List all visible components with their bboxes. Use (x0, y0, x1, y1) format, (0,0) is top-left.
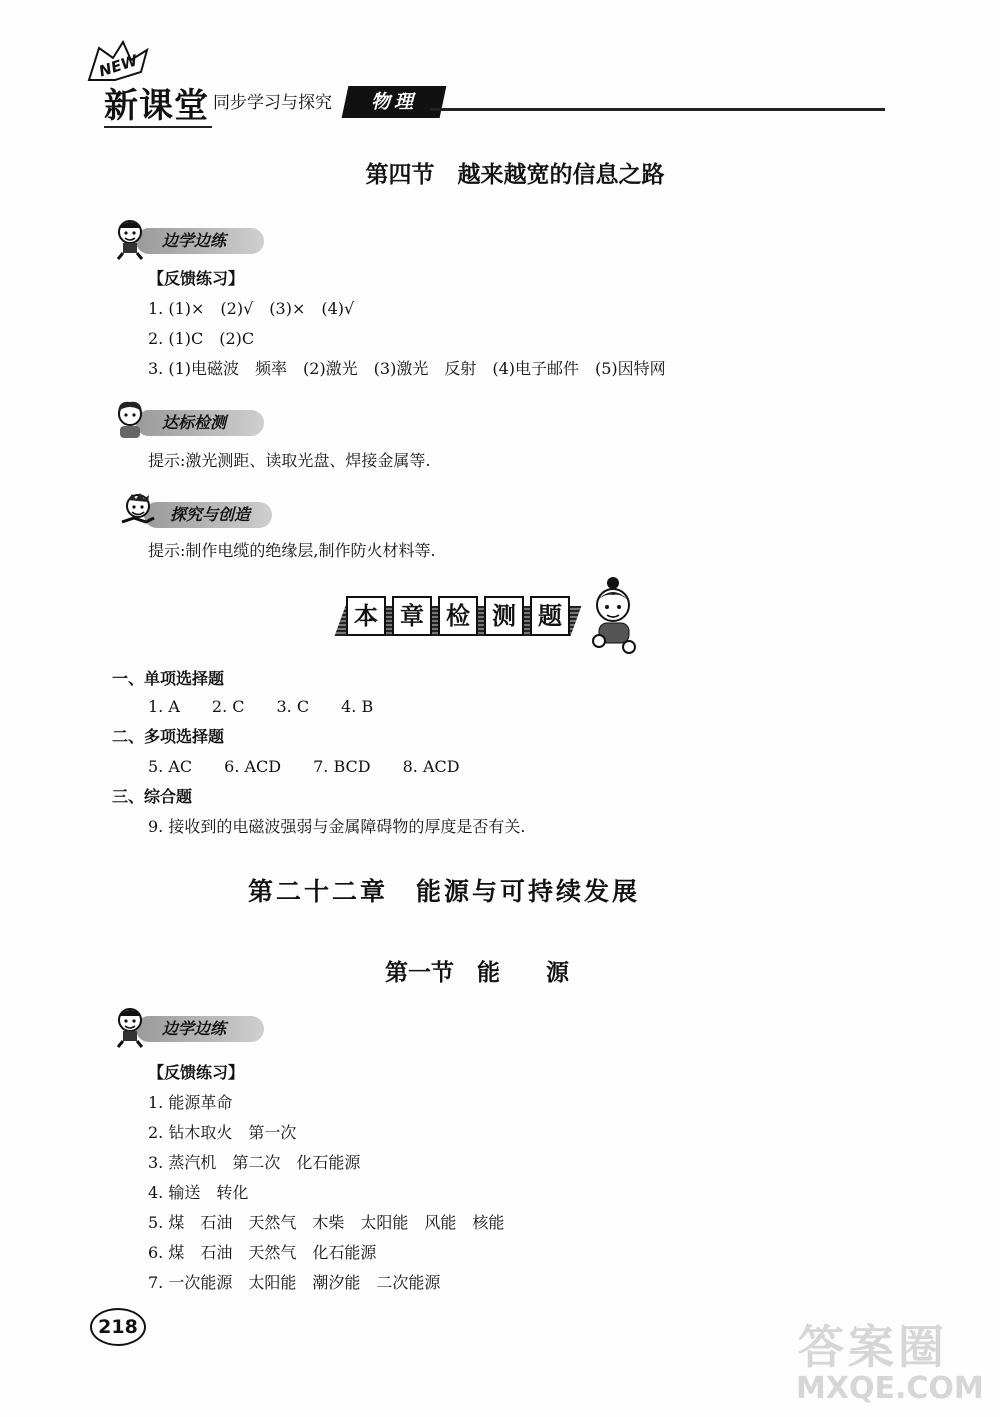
part-answers: 1. A 2. C 3. C 4. B (148, 697, 374, 716)
chapter-test-char: 测 (484, 596, 524, 636)
kid-mascot-icon (110, 1006, 154, 1048)
check-banner (110, 400, 270, 440)
answer-line: 7. 一次能源 太阳能 潮汐能 二次能源 (148, 1273, 441, 1292)
part-answers: 9. 接收到的电磁波强弱与金属障碍物的厚度是否有关. (148, 817, 526, 836)
answer-line: 6. 煤 石油 天然气 化石能源 (148, 1243, 377, 1262)
answer-line: 3. (1)电磁波 频率 (2)激光 (3)激光 反射 (4)电子邮件 (5)因特网 (148, 359, 666, 378)
explore-hint: 提示:制作电缆的绝缘层,制作防火材料等. (148, 541, 436, 560)
answer-line: 2. (1)C (2)C (148, 329, 255, 348)
feedback-label: 【反馈练习】 (148, 1063, 245, 1082)
learn-banner (110, 218, 270, 258)
brand-logo: 新课堂 (104, 86, 209, 126)
chapter-test-char: 章 (392, 596, 432, 636)
boy-mascot-icon (118, 492, 162, 534)
header-underline (104, 126, 212, 128)
explore-banner (118, 492, 278, 532)
new-badge-icon (85, 40, 151, 84)
answer-line: 3. 蒸汽机 第二次 化石能源 (148, 1153, 361, 1172)
answer-line: 4. 输送 转化 (148, 1183, 249, 1202)
page-number: 218 (90, 1308, 146, 1346)
check-hint: 提示:激光测距、读取光盘、焊接金属等. (148, 451, 431, 470)
learn-banner-text: 边学边练 (162, 1019, 227, 1038)
chapter-test-char: 检 (438, 596, 478, 636)
feedback-label: 【反馈练习】 (148, 269, 245, 288)
chapter-title: 第二十二章 能源与可持续发展 (248, 877, 641, 906)
chapter-test-char: 题 (530, 596, 570, 636)
answer-line: 5. 煤 石油 天然气 木柴 太阳能 风能 核能 (148, 1213, 505, 1232)
running-kid-mascot-icon (585, 575, 645, 657)
chapter-test-banner (340, 592, 590, 648)
part-answers: 5. AC 6. ACD 7. BCD 8. ACD (148, 757, 460, 776)
watermark-url: MXQE.COM (796, 1371, 984, 1406)
section-title: 第一节 能 源 (385, 959, 569, 986)
explore-banner-text: 探究与创造 (170, 505, 251, 524)
learn-banner (110, 1006, 270, 1046)
kid-mascot-icon (110, 218, 154, 260)
watermark-text: 答案圈 (798, 1320, 948, 1374)
part-heading: 三、综合题 (112, 787, 193, 806)
check-banner-text: 达标检测 (162, 413, 227, 432)
subject-label: 物理 (370, 91, 417, 113)
learn-banner-text: 边学边练 (162, 231, 227, 250)
part-heading: 一、单项选择题 (112, 669, 225, 688)
girl-mascot-icon (110, 400, 154, 442)
part-heading: 二、多项选择题 (112, 727, 225, 746)
answer-line: 2. 钻木取火 第一次 (148, 1123, 297, 1142)
watermark (778, 1320, 990, 1410)
chapter-test-char: 本 (346, 596, 386, 636)
section-title: 第四节 越来越宽的信息之路 (365, 161, 665, 188)
header-divider (430, 108, 885, 111)
subject-tab (342, 86, 447, 118)
answer-line: 1. (1)× (2)√ (3)× (4)√ (148, 299, 355, 318)
brand-subtitle: 同步学习与探究 (213, 93, 332, 113)
new-badge-text: NEW (96, 51, 140, 81)
answer-line: 1. 能源革命 (148, 1093, 233, 1112)
